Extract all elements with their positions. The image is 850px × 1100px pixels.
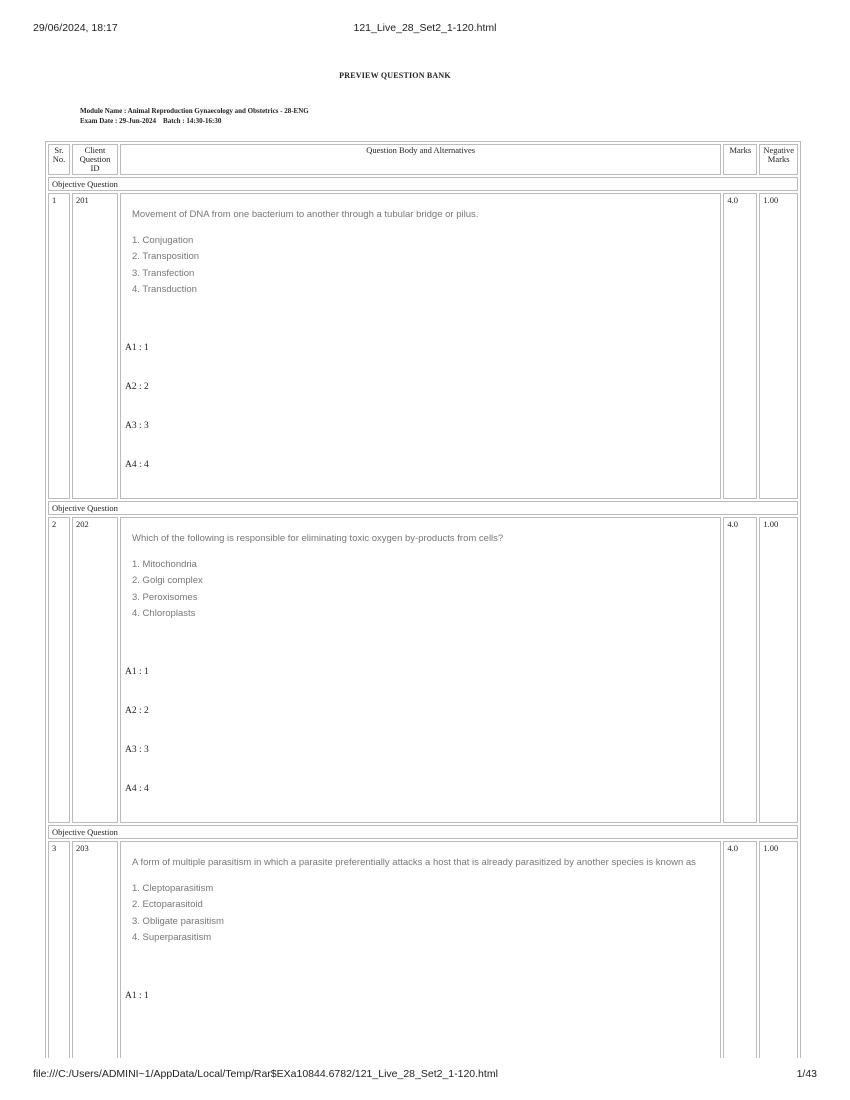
- question-marks: 4.0: [723, 841, 757, 1095]
- question-text: Which of the following is responsible for eliminating toxic oxygen by-products from cells?: [132, 532, 504, 544]
- page-title: PREVIEW QUESTION BANK: [339, 71, 451, 80]
- question-sr-no: 3: [48, 841, 70, 1095]
- question-row: [48, 841, 798, 1095]
- question-client-id: 203: [72, 841, 118, 1095]
- option-list: [132, 557, 714, 623]
- question-marks: 4.0: [723, 517, 757, 823]
- option-item: 2. Golgi complex: [132, 575, 203, 587]
- print-file-path: file:///C:/Users/ADMINI~1/AppData/Local/Temp/Rar$EXa10844.6782/121_Live_28_Set2_1-120.html: [33, 1068, 498, 1080]
- answer-item: A2 : 2: [125, 705, 149, 716]
- module-name: Module Name : Animal Reproduction Gynaecology and Obstetrics - 28-ENG: [80, 107, 309, 115]
- col-header-marks: Marks: [723, 144, 757, 175]
- print-page-number: 1/43: [796, 1068, 817, 1080]
- table-header-row: [48, 144, 798, 175]
- question-body: [120, 193, 721, 499]
- question-sr-no: 1: [48, 193, 70, 499]
- print-datetime: 29/06/2024, 18:17: [33, 22, 118, 34]
- answer-item: A1 : 1: [125, 666, 149, 677]
- section-label: Objective Question: [48, 825, 798, 839]
- option-item: 3. Transfection: [132, 267, 195, 279]
- answer-item: A3 : 3: [125, 744, 149, 755]
- question-body: [120, 517, 721, 823]
- option-item: 4. Superparasitism: [132, 932, 212, 944]
- section-row: [48, 825, 798, 839]
- option-item: 2. Transposition: [132, 251, 200, 263]
- option-item: 3. Obligate parasitism: [132, 915, 224, 927]
- answer-list: [125, 990, 714, 1029]
- option-item: 1. Cleptoparasitism: [132, 882, 214, 894]
- option-item: 1. Conjugation: [132, 234, 194, 246]
- option-list: [132, 233, 714, 299]
- option-list: [132, 881, 714, 947]
- col-header-sr-no: Sr. No.: [48, 144, 70, 175]
- question-body: [120, 841, 721, 1095]
- option-item: 3. Peroxisomes: [132, 591, 198, 603]
- answer-item: A4 : 4: [125, 459, 149, 470]
- section-row: [48, 177, 798, 191]
- option-item: 1. Mitochondria: [132, 558, 197, 570]
- question-negative-marks: 1.00: [759, 517, 798, 823]
- question-sr-no: 2: [48, 517, 70, 823]
- question-negative-marks: 1.00: [759, 193, 798, 499]
- answer-item: A2 : 2: [125, 381, 149, 392]
- answer-list: [125, 342, 714, 498]
- option-item: 4. Chloroplasts: [132, 608, 196, 620]
- question-row: [48, 517, 798, 823]
- question-client-id: 201: [72, 193, 118, 499]
- col-header-question-body: Question Body and Alternatives: [120, 144, 721, 175]
- print-doc-title: 121_Live_28_Set2_1-120.html: [353, 22, 497, 34]
- exam-date-batch: Exam Date : 29-Jun-2024 Batch : 14:30-16:30: [80, 117, 222, 125]
- col-header-negative-marks: Negative Marks: [759, 144, 798, 175]
- answer-list: [125, 666, 714, 822]
- question-text: Movement of DNA from one bacterium to another through a tubular bridge or pilus.: [132, 208, 479, 220]
- answer-item: A3 : 3: [125, 420, 149, 431]
- question-row: [48, 193, 798, 499]
- section-row: [48, 501, 798, 515]
- option-item: 2. Ectoparasitoid: [132, 899, 203, 911]
- question-text: A form of multiple parasitism in which a parasite preferentially attacks a host that is already parasitized by another species is known as: [132, 856, 696, 868]
- section-label: Objective Question: [48, 501, 798, 515]
- section-label: Objective Question: [48, 177, 798, 191]
- answer-item: A4 : 4: [125, 783, 149, 794]
- question-negative-marks: 1.00: [759, 841, 798, 1095]
- question-client-id: 202: [72, 517, 118, 823]
- col-header-client-question-id: Client Question ID: [72, 144, 118, 175]
- question-marks: 4.0: [723, 193, 757, 499]
- option-item: 4. Transduction: [132, 284, 197, 296]
- answer-item: A1 : 1: [125, 342, 149, 353]
- question-bank-table: [45, 141, 801, 1098]
- answer-item: A1 : 1: [125, 990, 149, 1001]
